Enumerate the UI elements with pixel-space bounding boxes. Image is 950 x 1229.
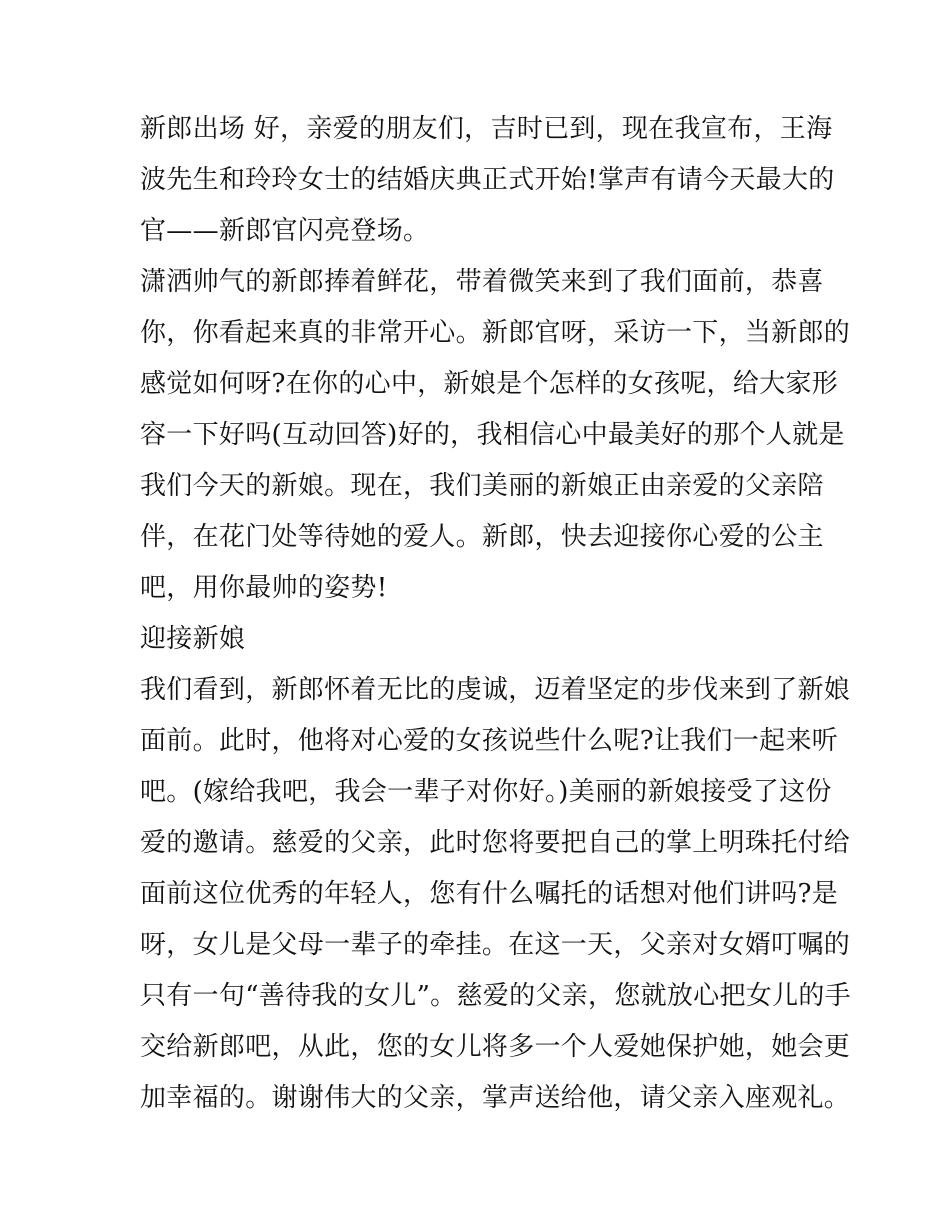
text-line: 官——新郎官闪亮登场。 <box>140 216 430 246</box>
document-body <box>140 104 851 1124</box>
section-heading-welcome-bride <box>140 614 820 665</box>
text-line: 我们看到，新郎怀着无比的虔诚，迈着坚定的步伐来到了新娘 <box>140 675 851 705</box>
text-line: 波先生和玲玲女士的结婚庆典正式开始!掌声有请今天最大的 <box>140 165 835 195</box>
text-line: 伴，在花门处等待她的爱人。新郎，快去迎接你心爱的公主 <box>140 522 824 552</box>
text-line: 只有一句“善待我的女儿”。慈爱的父亲，您就放心把女儿的手 <box>140 981 851 1011</box>
text-line: 面前这位优秀的年轻人，您有什么嘱托的话想对他们讲吗?是 <box>140 879 839 909</box>
text-line: 你，你看起来真的非常开心。新郎官呀，采访一下，当新郎的 <box>140 318 851 348</box>
text-line: 迎接新娘 <box>140 624 246 654</box>
text-line: 交给新郎吧，从此，您的女儿将多一个人爱她保护她，她会更 <box>140 1032 851 1062</box>
text-line: 吧，用你最帅的姿势! <box>140 573 388 603</box>
text-line: 加幸福的。谢谢伟大的父亲，掌声送给他，请父亲入座观礼。 <box>140 1083 851 1113</box>
paragraph-groom-interview <box>140 257 851 614</box>
paragraph-groom-entrance-intro <box>140 104 835 257</box>
paragraph-welcome-bride <box>140 665 851 1124</box>
text-line: 我们今天的新娘。现在，我们美丽的新娘正由亲爱的父亲陪 <box>140 471 824 501</box>
text-line: 潇洒帅气的新郎捧着鲜花，带着微笑来到了我们面前，恭喜 <box>140 267 824 297</box>
text-line: 呀，女儿是父母一辈子的牵挂。在这一天，父亲对女婿叮嘱的 <box>140 930 851 960</box>
text-line: 容一下好吗(互动回答)好的，我相信心中最美好的那个人就是 <box>140 420 845 450</box>
text-line: 新郎出场 好，亲爱的朋友们，吉时已到，现在我宣布，王海 <box>140 114 833 144</box>
text-line: 爱的邀请。慈爱的父亲，此时您将要把自己的掌上明珠托付给 <box>140 828 851 858</box>
text-line: 感觉如何呀?在你的心中，新娘是个怎样的女孩呢，给大家形 <box>140 369 839 399</box>
text-line: 吧。(嫁给我吧，我会一辈子对你好。)美丽的新娘接受了这份 <box>140 777 832 807</box>
text-line: 面前。此时，他将对心爱的女孩说些什么呢?让我们一起来听 <box>140 726 839 756</box>
